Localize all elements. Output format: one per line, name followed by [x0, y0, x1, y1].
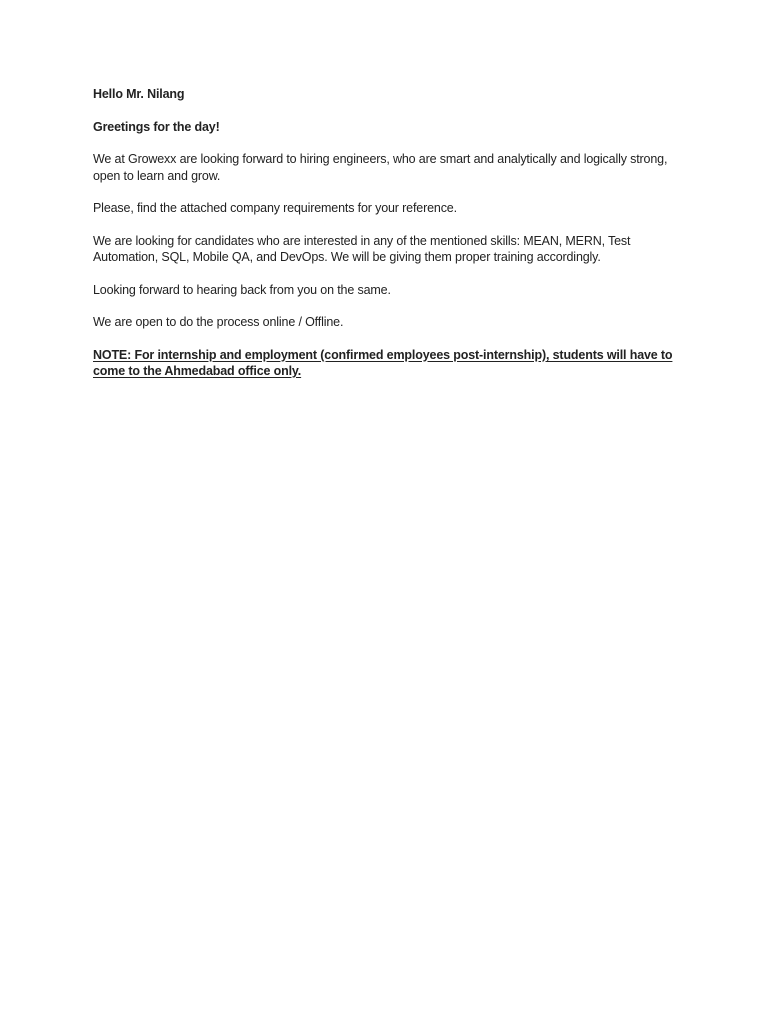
letter-body [93, 86, 683, 396]
paragraph-intro: We at Growexx are looking forward to hiring engineers, who are smart and analytically and logically strong, open to learn and grow. [93, 152, 668, 183]
paragraph-process: We are open to do the process online / Offline. [93, 315, 344, 329]
greeting: Greetings for the day! [93, 119, 220, 134]
paragraph-followup: Looking forward to hearing back from you on the same. [93, 282, 391, 297]
salutation: Hello Mr. Nilang [93, 87, 185, 101]
note-paragraph: NOTE: For internship and employment (confirmed employees post-internship), students will have to come to the Ahmedabad office only. [93, 347, 673, 378]
paragraph-skills: We are looking for candidates who are interested in any of the mentioned skills: MEAN, MERN, Test Automation, SQL, Mobile QA, and DevOps. We will be giving them proper training accordingly. [93, 233, 631, 264]
paragraph-attachment: Please, find the attached company requirements for your reference. [93, 201, 457, 215]
